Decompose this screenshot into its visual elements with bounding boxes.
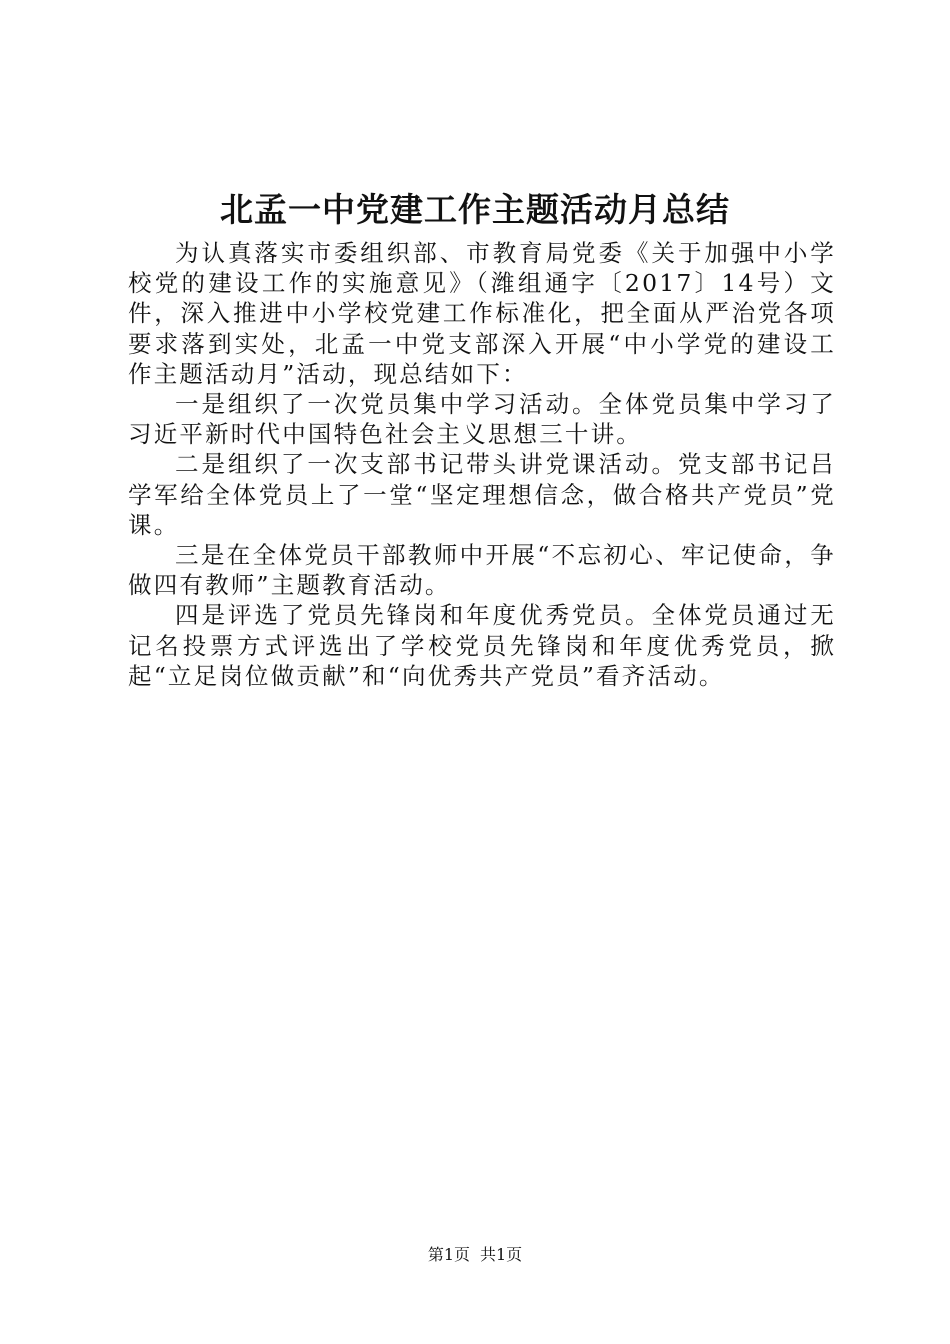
paragraph-intro: 为认真落实市委组织部、市教育局党委《关于加强中小学校党的建设工作的实施意见》（潍组通字〔2017〕14号）文件，深入推进中小学校党建工作标准化，把全面从严治党各项要求落到实处，北孟一中党支部深入开展“中小学党的建设工作主题活动月”活动，现总结如下：	[128, 239, 836, 388]
document-body	[128, 238, 836, 691]
paragraph-item-3: 三是在全体党员干部教师中开展“不忘初心、牢记使命，争做四有教师”主题教育活动。	[128, 541, 836, 600]
page-footer	[0, 1244, 950, 1266]
paragraph-item-2: 二是组织了一次支部书记带头讲党课活动。党支部书记吕学军给全体党员上了一堂“坚定理想信念，做合格共产党员”党课。	[128, 450, 836, 539]
paragraph-item-4: 四是评选了党员先锋岗和年度优秀党员。全体党员通过无记名投票方式评选出了学校党员先锋岗和年度优秀党员，掀起“立足岗位做贡献”和“向优秀共产党员”看齐活动。	[128, 601, 836, 690]
page-number-total: 共1页	[480, 1245, 523, 1264]
document-title: 北孟一中党建工作主题活动月总结	[220, 190, 730, 229]
paragraph-item-1: 一是组织了一次党员集中学习活动。全体党员集中学习了习近平新时代中国特色社会主义思想三十讲。	[128, 390, 836, 449]
page-number-current: 第1页	[427, 1245, 470, 1264]
